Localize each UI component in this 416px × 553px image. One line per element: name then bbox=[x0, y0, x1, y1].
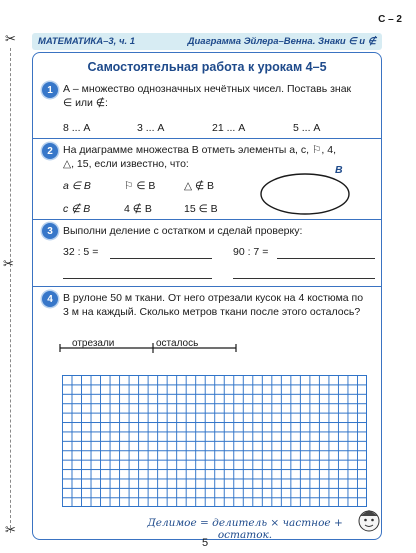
task2-item-6: 15 ∈ В bbox=[184, 203, 218, 215]
segment-label-cut: отрезали bbox=[72, 338, 115, 349]
task1-item-1: 8 ... А bbox=[63, 122, 91, 134]
task2-line1: На диаграмме множества В отметь элементы а, с, ⚐, 4, bbox=[63, 144, 336, 156]
answer-line-4[interactable] bbox=[233, 278, 375, 279]
task3-example-1: 32 : 5 = bbox=[63, 246, 99, 258]
set-b-label: В bbox=[335, 164, 343, 176]
task1-line1: А – множество однозначных нечётных чисел. Поставь знак bbox=[63, 83, 352, 95]
task-number-4: 4 bbox=[42, 291, 58, 307]
task-number-2: 2 bbox=[42, 143, 58, 159]
task2-item-5: 4 ∉ В bbox=[124, 203, 152, 215]
task2-item-1: а ∈ В bbox=[63, 180, 91, 192]
euler-diagram bbox=[255, 162, 380, 220]
answer-grid[interactable] bbox=[62, 375, 367, 507]
task2-item-3: △ ∉ В bbox=[184, 180, 215, 192]
set-b-ellipse bbox=[261, 174, 349, 214]
task3-text: Выполни деление с остатком и сделай проверку: bbox=[63, 225, 303, 237]
separator-1 bbox=[33, 138, 381, 139]
worksheet-code: С – 2 bbox=[378, 14, 402, 25]
cut-line bbox=[10, 48, 11, 533]
rule-footer: Делимое = делитель × частное + остаток. bbox=[147, 517, 343, 541]
task4-text bbox=[63, 291, 381, 319]
task1-text bbox=[63, 82, 375, 110]
task4-line1: В рулоне 50 м ткани. От него отрезали кусок на 4 костюма по bbox=[63, 292, 364, 304]
task4-line2: 3 м на каждый. Сколько метров ткани после этого осталось? bbox=[63, 306, 361, 318]
header-subject: МАТЕМАТИКА–3, ч. 1 bbox=[38, 36, 136, 47]
task2-line2: △, 15, если известно, что: bbox=[63, 158, 189, 170]
answer-line-2[interactable] bbox=[277, 258, 375, 259]
header-topic: Диаграмма Эйлера–Венна. Знаки ∈ и ∉ bbox=[187, 36, 376, 47]
task2-item-2: ⚐ ∈ В bbox=[124, 180, 156, 192]
scissors-icon-bottom: ✂ bbox=[5, 523, 16, 538]
task1-item-2: 3 ... А bbox=[137, 122, 165, 134]
scissors-icon-middle: ✂ bbox=[3, 257, 14, 272]
task-number-1: 1 bbox=[42, 82, 58, 98]
page-title: Самостоятельная работа к урокам 4–5 bbox=[87, 60, 327, 74]
answer-line-1[interactable] bbox=[110, 258, 212, 259]
task1-item-4: 5 ... А bbox=[293, 122, 321, 134]
answer-line-3[interactable] bbox=[63, 278, 212, 279]
separator-2 bbox=[33, 219, 381, 220]
separator-3 bbox=[33, 286, 381, 287]
scissors-icon-top: ✂ bbox=[5, 32, 16, 47]
mascot-icon bbox=[356, 507, 382, 533]
task3-example-2: 90 : 7 = bbox=[233, 246, 269, 258]
task2-item-4: с ∉ В bbox=[63, 203, 91, 215]
task-number-3: 3 bbox=[42, 223, 58, 239]
task1-line2: ∈ или ∉: bbox=[63, 97, 108, 109]
page-header bbox=[32, 33, 382, 50]
page-number: 5 bbox=[202, 537, 209, 549]
task1-item-3: 21 ... А bbox=[212, 122, 246, 134]
segment-label-left: осталось bbox=[156, 338, 199, 349]
